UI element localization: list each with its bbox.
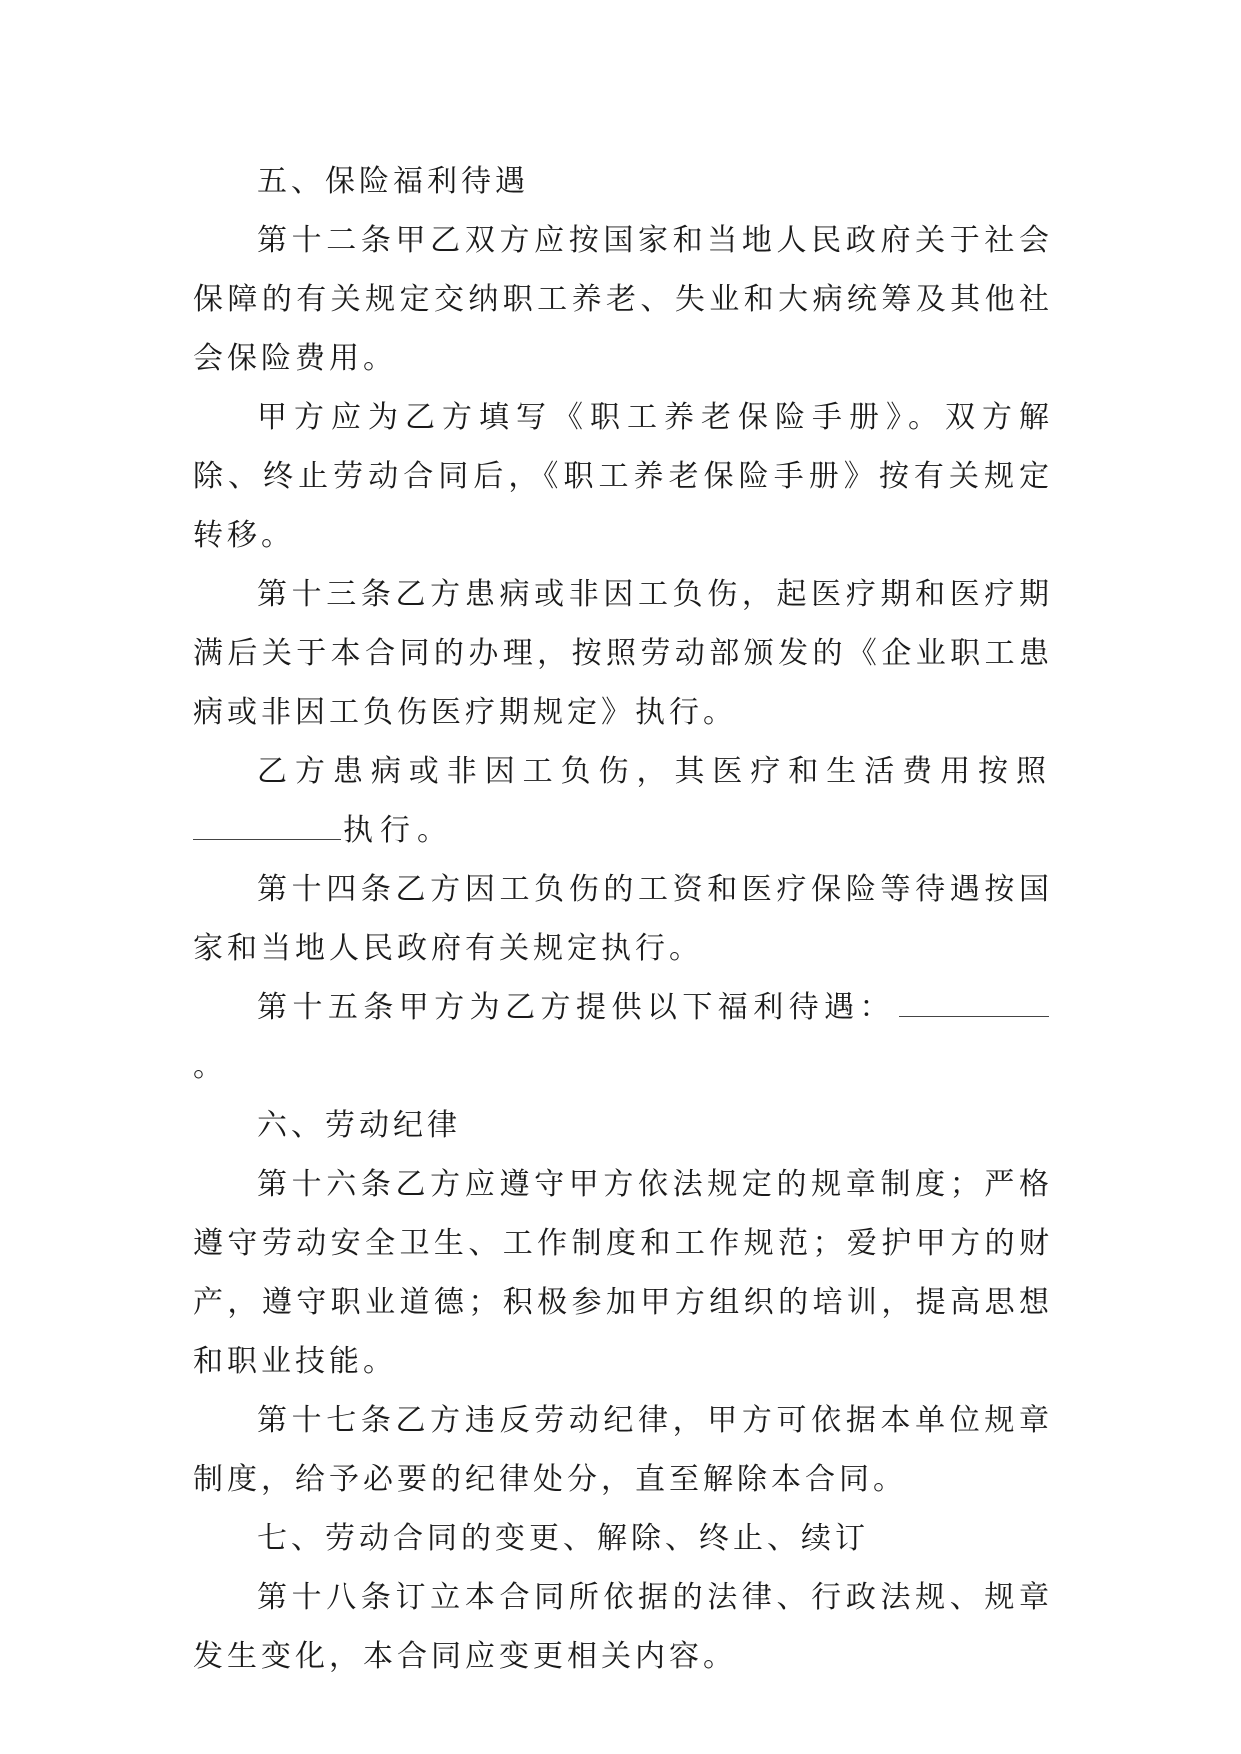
article-17-paragraph: 第十七条乙方违反劳动纪律，甲方可依据本单位规章制度，给予必要的纪律处分，直至解除本合同。 [193, 1403, 1053, 1497]
article-15-paragraph [193, 978, 1053, 1096]
medical-expense-blank[interactable] [193, 813, 341, 840]
medical-expense-text: 乙方患病或非因工负伤，其医疗和生活费用按照 [257, 754, 1053, 789]
section-heading-insurance: 五、保险福利待遇 [257, 164, 529, 199]
article-14-paragraph: 第十四条乙方因工负伤的工资和医疗保险等待遇按国家和当地人民政府有关规定执行。 [193, 872, 1053, 966]
article-18-paragraph: 第十八条订立本合同所依据的法律、行政法规、规章发生变化，本合同应变更相关内容。 [193, 1580, 1053, 1674]
pension-handbook-paragraph: 甲方应为乙方填写《职工养老保险手册》。双方解除、终止劳动合同后，《职工养老保险手册》按有关规定转移。 [193, 400, 1053, 553]
medical-expense-paragraph [193, 742, 1053, 860]
article-15-tail: 。 [193, 1049, 227, 1084]
welfare-blank[interactable] [899, 990, 1049, 1017]
article-16-paragraph: 第十六条乙方应遵守甲方依法规定的规章制度；严格遵守劳动安全卫生、工作制度和工作规范；爱护甲方的财产，遵守职业道德；积极参加甲方组织的培训，提高思想和职业技能。 [193, 1167, 1053, 1379]
section-heading-discipline: 六、劳动纪律 [257, 1108, 461, 1143]
article-13-paragraph: 第十三条乙方患病或非因工负伤，起医疗期和医疗期满后关于本合同的办理，按照劳动部颁发的《企业职工患病或非因工负伤医疗期规定》执行。 [193, 577, 1053, 730]
document-body [193, 152, 1053, 1686]
article-12-paragraph: 第十二条甲乙双方应按国家和当地人民政府关于社会保障的有关规定交纳职工养老、失业和大病统筹及其他社会保险费用。 [193, 223, 1053, 376]
section-heading-contract-change: 七、劳动合同的变更、解除、终止、续订 [257, 1521, 869, 1556]
medical-expense-tail: 执行。 [343, 813, 454, 848]
article-15-text: 第十五条甲方为乙方提供以下福利待遇： [257, 990, 895, 1025]
